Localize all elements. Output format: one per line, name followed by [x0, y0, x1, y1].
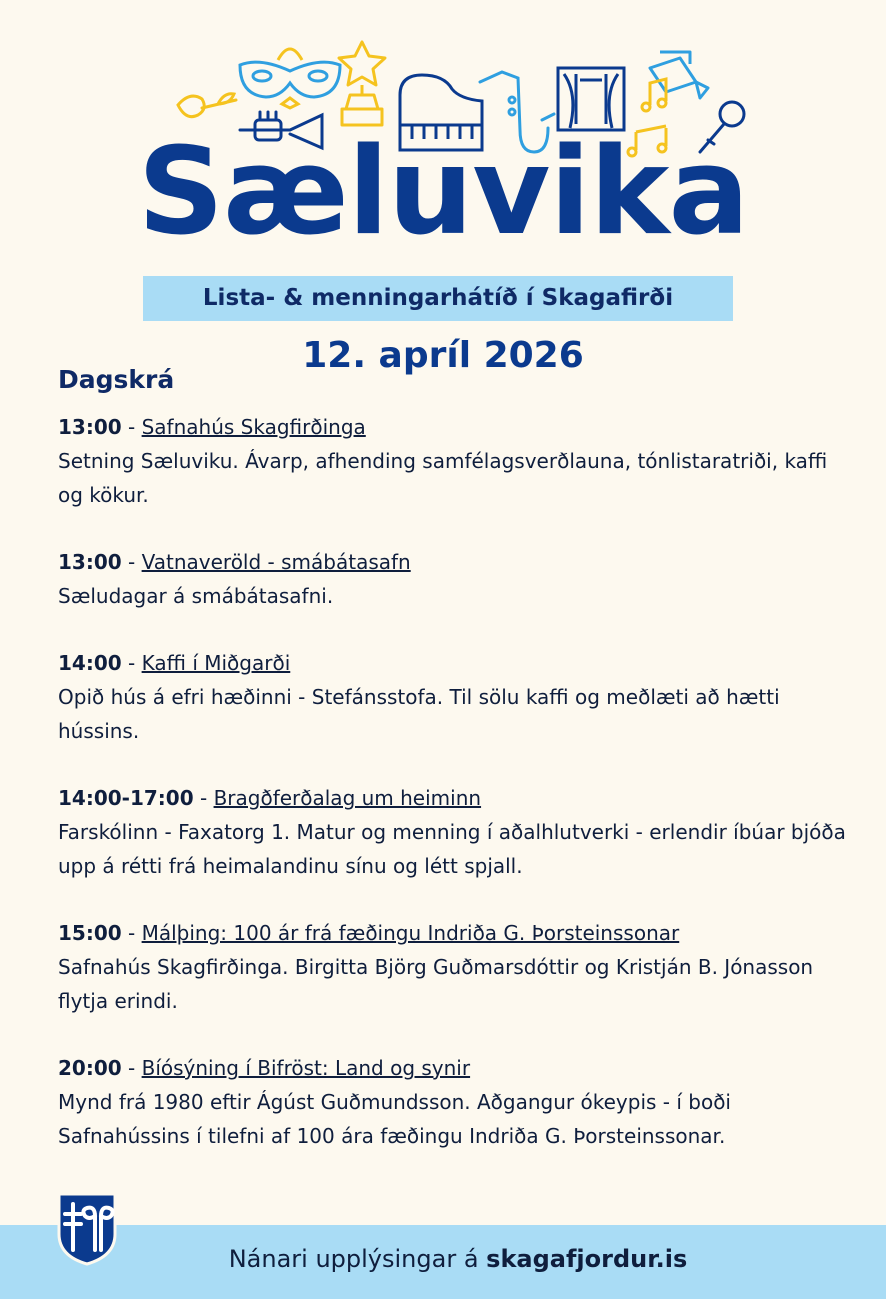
schedule-item: 20:00 - Bíósýning í Bifröst: Land og synir Mynd frá 1980 eftir Ágúst Guðmundsson. Aðgangur ókeypis - í boði Safnahússins í tilefni af 100 ára fæðingu Indriða G. Þorsteinssonar. — [58, 1051, 858, 1153]
event-location-link[interactable]: Kaffi í Miðgarði — [141, 651, 291, 675]
festival-subtitle: Lista- & menningarhátíð í Skagafirði — [143, 276, 733, 321]
schedule-heading: Dagskrá — [58, 365, 175, 394]
event-description: Setning Sæluviku. Ávarp, afhending samfélagsverðlauna, tónlistaratriði, kaffi og kökur. — [58, 449, 828, 507]
footer-info-label: Nánari upplýsingar á — [228, 1245, 479, 1273]
event-location-link[interactable]: Vatnaveröld - smábátasafn — [141, 550, 411, 574]
event-location-link[interactable]: Bíósýning í Bifröst: Land og synir — [141, 1056, 471, 1080]
event-description: Safnahús Skagfirðinga. Birgitta Björg Guðmarsdóttir og Kristján B. Jónasson flytja erindi. — [58, 955, 814, 1013]
event-time: 14:00 — [58, 651, 122, 675]
mask-icon — [240, 49, 340, 108]
rose-icon — [178, 94, 236, 117]
event-description: Opið hús á efri hæðinni - Stefánsstofa. Til sölu kaffi og meðlæti að hætti hússins. — [58, 685, 780, 743]
skagafjordur-crest-icon — [55, 1190, 119, 1266]
event-location-link[interactable]: Safnahús Skagfirðinga — [141, 415, 366, 439]
event-time: 13:00 — [58, 415, 122, 439]
event-description: Farskólinn - Faxatorg 1. Matur og menning í aðalhlutverki - erlendir íbúar bjóða upp á rétti frá heimalandinu sínu og létt spjall. — [58, 820, 846, 878]
spotlight-icon — [650, 52, 708, 98]
website-link[interactable]: skagafjordur.is — [486, 1245, 688, 1273]
event-date: 12. apríl 2026 — [302, 335, 584, 376]
schedule-item: 15:00 - Málþing: 100 ár frá fæðingu Indriða G. Þorsteinssonar Safnahús Skagfirðinga. Birgitta Björg Guðmarsdóttir og Kristján B. Jónasson flytja erindi. — [58, 916, 858, 1018]
festival-title: Sæluvika — [137, 123, 749, 262]
schedule-list — [58, 410, 858, 1186]
event-time: 15:00 — [58, 921, 122, 945]
footer-text — [0, 1225, 886, 1299]
schedule-item: 13:00 - Safnahús Skagfirðinga Setning Sæluviku. Ávarp, afhending samfélagsverðlauna, tónlistaratriði, kaffi og kökur. — [58, 410, 858, 512]
event-time: 14:00-17:00 — [58, 786, 194, 810]
schedule-item: 14:00-17:00 - Bragðferðalag um heiminn Farskólinn - Faxatorg 1. Matur og menning í aðalhlutverki - erlendir íbúar bjóða upp á rétti frá heimalandinu sínu og létt spjall. — [58, 781, 858, 883]
schedule-item: 14:00 - Kaffi í Miðgarði Opið hús á efri hæðinni - Stefánsstofa. Til sölu kaffi og meðlæti að hætti hússins. — [58, 646, 858, 748]
event-description: Mynd frá 1980 eftir Ágúst Guðmundsson. Aðgangur ókeypis - í boði Safnahússins í tilefni af 100 ára fæðingu Indriða G. Þorsteinssonar. — [58, 1090, 731, 1148]
event-time: 13:00 — [58, 550, 122, 574]
schedule-item: 13:00 - Vatnaveröld - smábátasafn Sæludagar á smábátasafni. — [58, 545, 858, 613]
event-description: Sæludagar á smábátasafni. — [58, 584, 334, 608]
event-location-link[interactable]: Málþing: 100 ár frá fæðingu Indriða G. Þorsteinssonar — [141, 921, 680, 945]
event-location-link[interactable]: Bragðferðalag um heiminn — [213, 786, 482, 810]
trophy-star-icon — [339, 42, 385, 125]
event-time: 20:00 — [58, 1056, 122, 1080]
footer-bar — [0, 1225, 886, 1299]
